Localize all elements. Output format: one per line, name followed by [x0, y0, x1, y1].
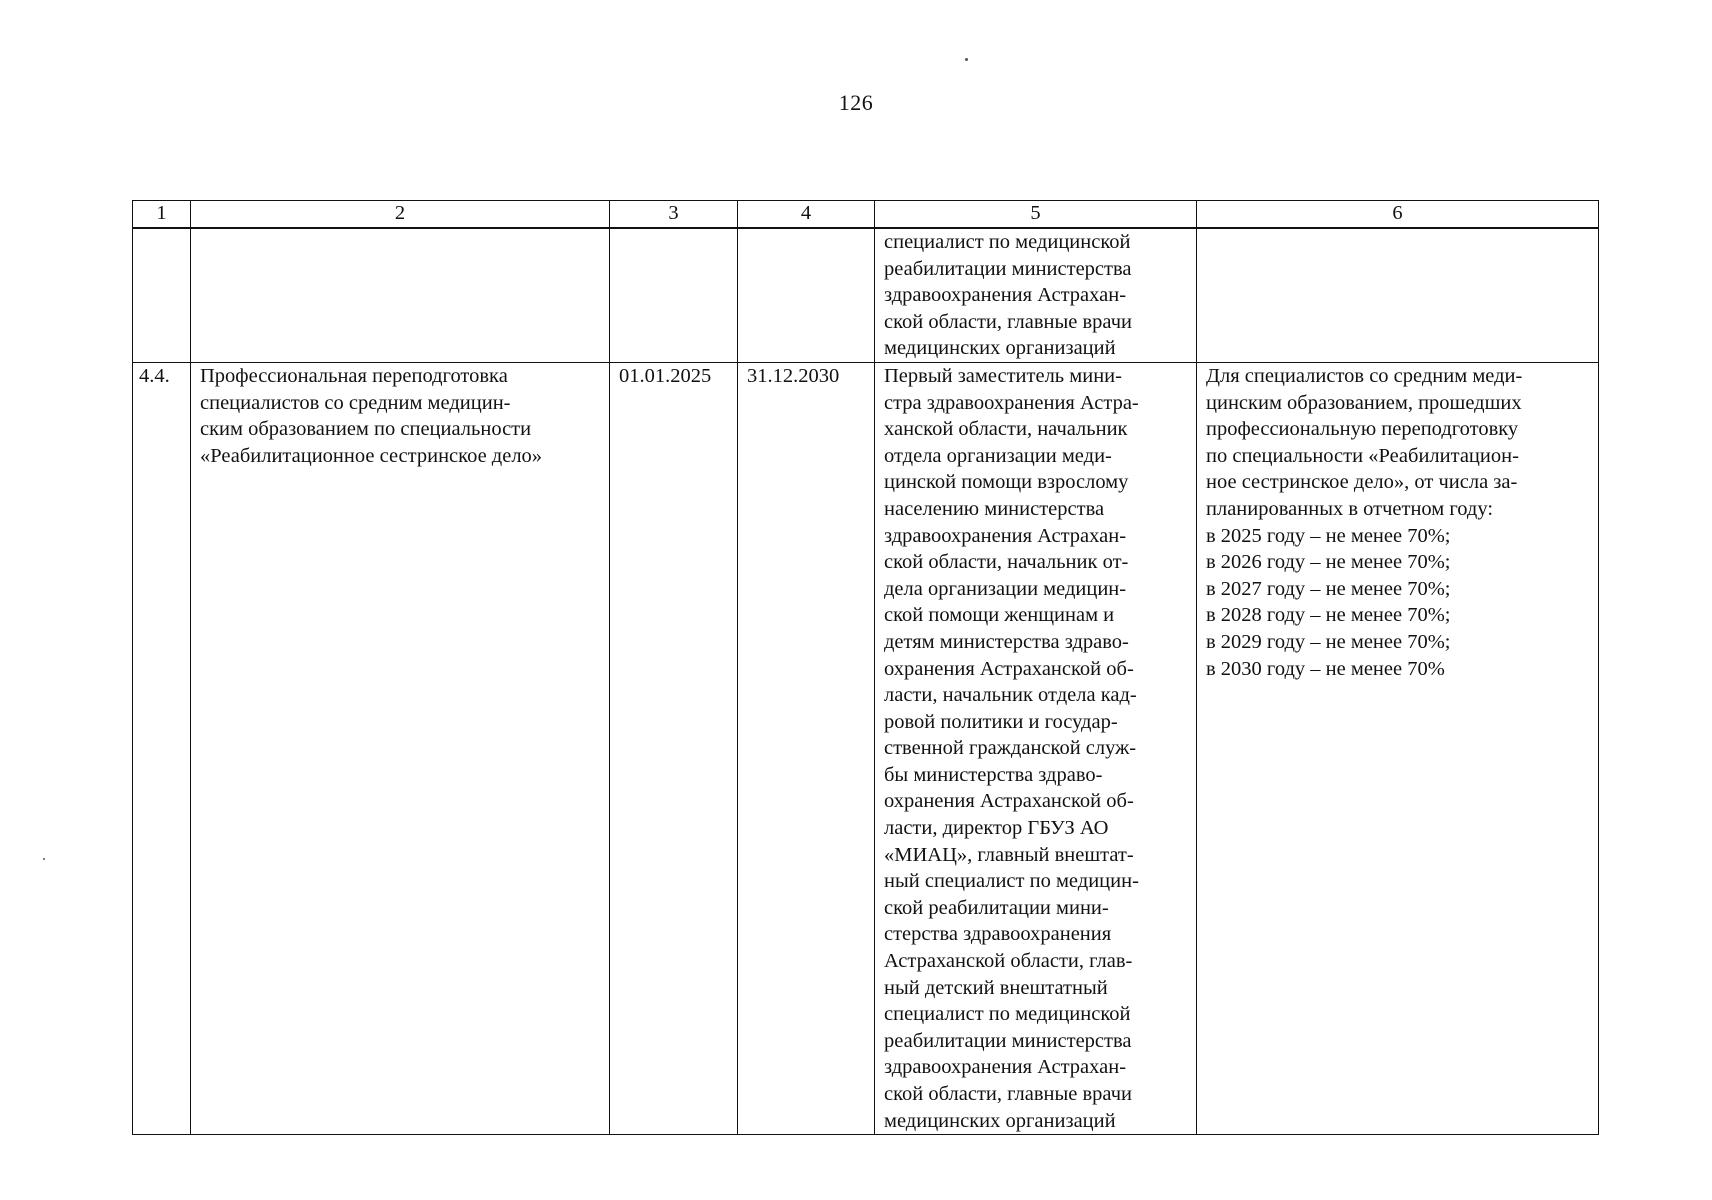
table-row-4-4	[133, 362, 1599, 1134]
text-line: «Реабилитационное сестринское дело»	[200, 444, 543, 467]
text-line: цинским образованием, прошедших	[1206, 391, 1522, 414]
text-line: ровой политики и государ-	[884, 710, 1118, 733]
text-line: стра здравоохранения Астра-	[884, 391, 1139, 414]
text-line: здравоохранения Астрахан-	[884, 524, 1127, 547]
text-line: детям министерства здраво-	[884, 630, 1129, 653]
cell-empty	[133, 228, 191, 362]
header-cell: 3	[610, 201, 738, 229]
cell-empty	[610, 228, 738, 362]
scan-speck	[965, 58, 968, 61]
text-line: в 2026 году – не менее 70%;	[1206, 551, 1451, 574]
text-line: ской реабилитации мини-	[884, 896, 1109, 919]
page-number: 126	[838, 90, 874, 115]
text-line: ской области, главные врачи	[884, 1083, 1132, 1105]
text-line: здравоохранения Астрахан-	[884, 1056, 1127, 1079]
text-line: ласти, начальник отдела кад-	[884, 684, 1137, 707]
table-header-row	[133, 201, 1599, 229]
scan-speck	[43, 858, 45, 860]
text-line: специалист по медицинской	[884, 1003, 1131, 1026]
cell-empty	[1197, 228, 1599, 362]
text-line: Профессиональная переподготовка	[200, 364, 508, 387]
text-line: ским образованием по специальности	[200, 418, 532, 441]
text-line: медицинских организаций	[884, 1109, 1116, 1132]
text-line: Первый заместитель мини-	[884, 364, 1122, 387]
continuation-responsible-cell	[875, 228, 1197, 362]
text-line: Астраханской области, глав-	[884, 950, 1133, 973]
header-cell: 1	[133, 201, 191, 229]
header-cell: 5	[875, 201, 1197, 229]
text-line: ное сестринское дело», от числа за-	[1206, 471, 1518, 494]
text-line: планированных в отчетном году:	[1206, 497, 1494, 520]
text-line: здравоохранения Астрахан-	[884, 284, 1127, 307]
row-number: 4.4.	[133, 362, 191, 1134]
text-line: населению министерства	[884, 497, 1105, 520]
cell-empty	[738, 228, 875, 362]
text-line: бы министерства здраво-	[884, 763, 1103, 786]
text-line: специалист по медицинской	[884, 231, 1131, 253]
text-line: реабилитации министерства	[884, 1029, 1132, 1052]
text-line: по специальности «Реабилитацион-	[1206, 444, 1519, 467]
text-line: в 2030 году – не менее 70%	[1206, 657, 1445, 680]
text-line: медицинских организаций	[884, 337, 1116, 360]
measure-name-cell	[191, 362, 610, 1134]
text-line: ской помощи женщинам и	[884, 604, 1115, 627]
text-line: охранения Астраханской об-	[884, 790, 1134, 813]
text-line: стерства здравоохранения	[884, 923, 1112, 946]
measures-table	[132, 200, 1599, 1135]
text-line: в 2028 году – не менее 70%;	[1206, 604, 1451, 627]
responsible-cell	[875, 362, 1197, 1134]
text-line: охранения Астраханской об-	[884, 657, 1134, 680]
header-cell: 4	[738, 201, 875, 229]
header-cell: 6	[1197, 201, 1599, 229]
text-line: отдела организации меди-	[884, 444, 1112, 467]
text-line: ской области, главные врачи	[884, 310, 1132, 333]
continuation-row	[133, 228, 1599, 362]
text-line: в 2029 году – не менее 70%;	[1206, 630, 1451, 653]
result-cell	[1197, 362, 1599, 1134]
text-line: ласти, директор ГБУЗ АО	[884, 817, 1109, 840]
text-line: в 2025 году – не менее 70%;	[1206, 524, 1451, 547]
text-line: ской области, начальник от-	[884, 551, 1129, 574]
text-line: ственной гражданской служ-	[884, 737, 1137, 760]
text-line: ный специалист по медицин-	[884, 870, 1139, 893]
text-line: профессиональную переподготовку	[1206, 418, 1519, 441]
text-line: цинской помощи взрослому	[884, 471, 1129, 494]
end-date-cell: 31.12.2030	[738, 362, 875, 1134]
text-line: реабилитации министерства	[884, 257, 1132, 280]
cell-empty	[191, 228, 610, 362]
text-line: дела организации медицин-	[884, 577, 1127, 600]
text-line: «МИАЦ», главный внештат-	[884, 843, 1134, 866]
header-cell: 2	[191, 201, 610, 229]
text-line: Для специалистов со средним меди-	[1206, 364, 1523, 387]
start-date-cell: 01.01.2025	[610, 362, 738, 1134]
text-line: в 2027 году – не менее 70%;	[1206, 577, 1451, 600]
text-line: ный детский внештатный	[884, 976, 1108, 999]
text-line: специалистов со средним медицин-	[200, 391, 511, 414]
text-line: ханской области, начальник	[884, 418, 1128, 441]
